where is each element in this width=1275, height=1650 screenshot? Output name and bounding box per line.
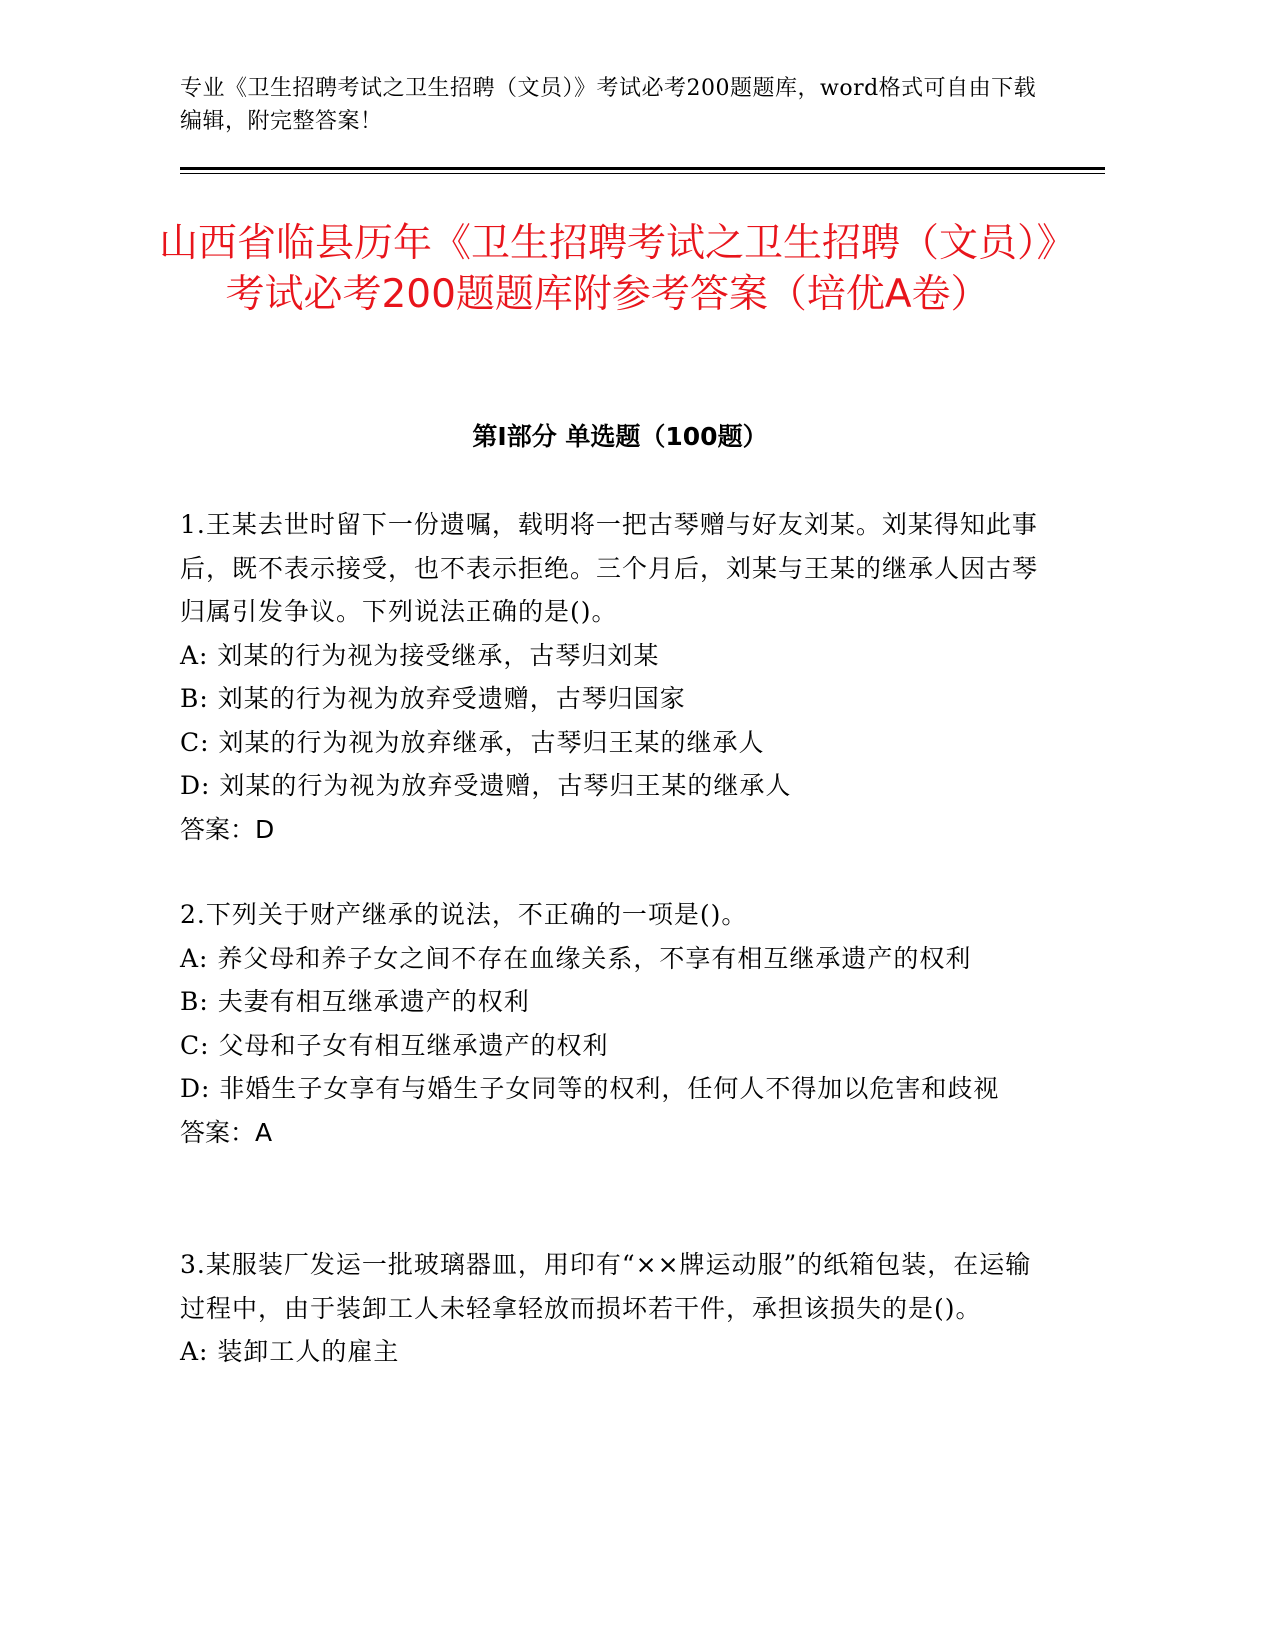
header-rule-thick (180, 167, 1105, 170)
question-stem: 2.下列关于财产继承的说法，不正确的一项是()。 (180, 900, 748, 929)
header-rule-thin (180, 173, 1105, 174)
document-title: 山西省临县历年《卫生招聘考试之卫生招聘（文员）》考试必考200题题库附参考答案（培优A卷） (158, 221, 1056, 317)
section-heading: 第I部分 单选题（100题） (472, 422, 768, 451)
answer: 答案：A (180, 1117, 273, 1147)
option-d: D: 非婚生子女享有与婚生子女同等的权利，任何人不得加以危害和歧视 (180, 1074, 1000, 1103)
option-a: A: 装卸工人的雇主 (180, 1337, 400, 1366)
option-c: C: 父母和子女有相互继承遗产的权利 (180, 1030, 609, 1060)
question-3 (180, 1243, 1040, 1374)
header-note: 专业《卫生招聘考试之卫生招聘（文员）》考试必考200题题库，word格式可自由下载编辑，附完整答案！ (180, 76, 1037, 134)
option-a: A: 养父母和养子女之间不存在血缘关系，不享有相互继承遗产的权利 (180, 943, 972, 973)
answer: 答案：D (180, 814, 275, 844)
option-b: B: 刘某的行为视为放弃受遗赠，古琴归国家 (180, 684, 686, 713)
question-1 (180, 503, 1040, 851)
option-b: B: 夫妻有相互继承遗产的权利 (180, 987, 530, 1016)
question-2 (180, 893, 1040, 1154)
option-c: C: 刘某的行为视为放弃继承，古琴归王某的继承人 (180, 727, 765, 757)
question-stem: 3.某服装厂发运一批玻璃器皿，用印有“××牌运动服”的纸箱包装，在运输过程中，由于装卸工人未轻拿轻放而损坏若干件，承担该损失的是()。 (180, 1250, 1032, 1323)
option-d: D: 刘某的行为视为放弃受遗赠，古琴归王某的继承人 (180, 771, 792, 800)
question-stem: 1.王某去世时留下一份遗嘱，载明将一把古琴赠与好友刘某。刘某得知此事后，既不表示接受，也不表示拒绝。三个月后，刘某与王某的继承人因古琴归属引发争议。下列说法正确的是()。 (180, 510, 1039, 626)
option-a: A: 刘某的行为视为接受继承，古琴归刘某 (180, 640, 660, 670)
